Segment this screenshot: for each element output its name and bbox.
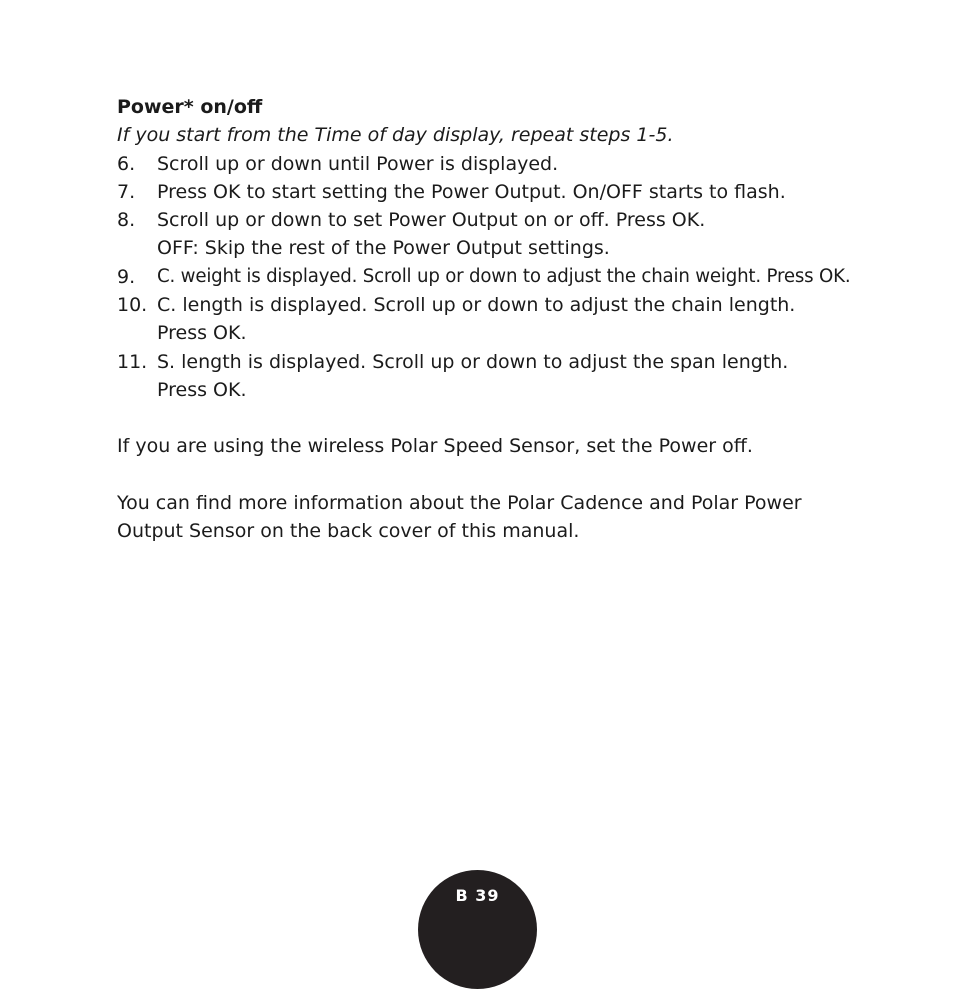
step-line: Press OK. — [157, 378, 247, 401]
step-line: Scroll up or down to set Power Output on or off. Press OK. — [157, 209, 706, 232]
more-info-line: You can find more information about the Polar Cadence and Polar Power — [117, 491, 802, 514]
page-number: B 39 — [455, 886, 500, 905]
step-text — [157, 206, 917, 263]
step-line: C. weight is displayed. Scroll up or down to adjust the chain weight. Press OK. — [157, 265, 851, 287]
manual-page-content — [117, 93, 917, 545]
section-heading: Power* on/off — [117, 96, 263, 118]
step-number: 7. — [117, 180, 136, 203]
step-number: 6. — [117, 152, 136, 175]
step-line: Scroll up or down until Power is displayed. — [157, 152, 559, 175]
steps-list — [117, 150, 917, 405]
step-item — [117, 348, 917, 405]
step-item — [117, 206, 917, 263]
step-item — [117, 150, 917, 178]
speed-sensor-note: If you are using the wireless Polar Speed Sensor, set the Power off. — [117, 435, 753, 458]
more-info-line: Output Sensor on the back cover of this manual. — [117, 519, 580, 542]
step-text — [157, 150, 917, 178]
step-line: Press OK. — [157, 322, 247, 345]
step-text — [157, 348, 917, 405]
more-info-note — [117, 489, 917, 546]
step-line: Press OK to start setting the Power Output. On/OFF starts to flash. — [157, 180, 786, 203]
step-text — [157, 263, 917, 291]
step-line: OFF: Skip the rest of the Power Output settings. — [157, 237, 610, 260]
step-text — [157, 178, 917, 206]
step-number: 8. — [117, 209, 136, 232]
step-text — [157, 291, 917, 348]
step-number: 9. — [117, 265, 136, 288]
step-item — [117, 291, 917, 348]
step-item — [117, 263, 917, 291]
step-line: C. length is displayed. Scroll up or down to adjust the chain length. — [157, 294, 796, 317]
step-line: S. length is displayed. Scroll up or down to adjust the span length. — [157, 350, 789, 373]
step-number: 11. — [117, 350, 148, 373]
section-intro: If you start from the Time of day display, repeat steps 1-5. — [117, 124, 674, 147]
step-item — [117, 178, 917, 206]
step-number: 10. — [117, 294, 148, 317]
